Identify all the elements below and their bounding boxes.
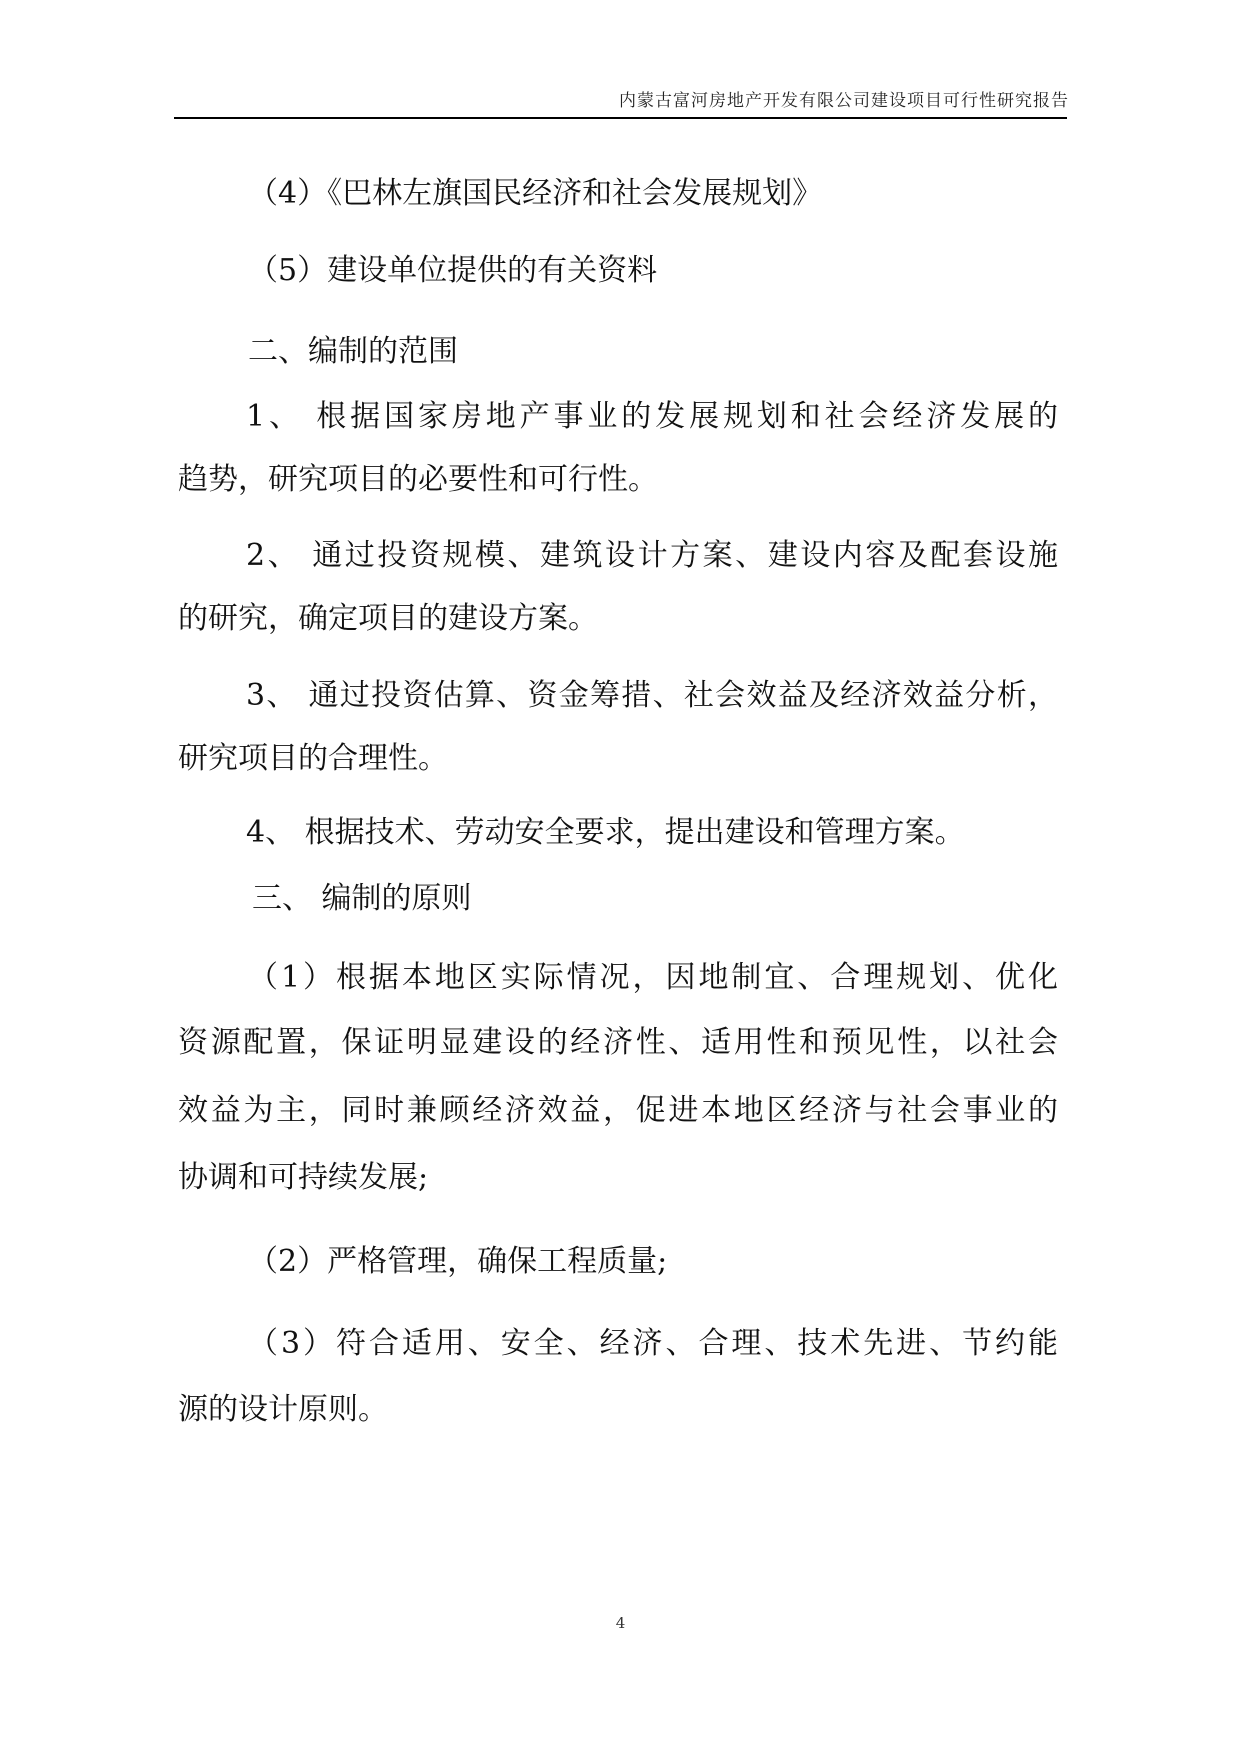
body-line: 的研究，确定项目的建设方案。 <box>178 601 598 636</box>
header-divider <box>174 117 1067 119</box>
running-header: 内蒙古富河房地产开发有限公司建设项目可行性研究报告 <box>619 91 1069 111</box>
body-line: 效益为主，同时兼顾经济效益，促进本地区经济与社会事业的 <box>178 1093 1058 1128</box>
body-line: 研究项目的合理性。 <box>178 741 448 776</box>
body-line: （4）《巴林左旗国民经济和社会发展规划》 <box>248 176 823 211</box>
body-line: 1、 根据国家房地产事业的发展规划和社会经济发展的 <box>246 399 1058 434</box>
body-line: 协调和可持续发展; <box>178 1160 429 1195</box>
page-number: 4 <box>615 1614 626 1632</box>
body-line: （1）根据本地区实际情况，因地制宜、合理规划、优化 <box>248 960 1058 995</box>
section-heading: 三、 编制的原则 <box>252 881 472 916</box>
body-line: 趋势，研究项目的必要性和可行性。 <box>178 462 658 497</box>
body-line: （2）严格管理，确保工程质量; <box>248 1244 668 1279</box>
body-line: 资源配置，保证明显建设的经济性、适用性和预见性，以社会 <box>178 1025 1058 1060</box>
body-line: 4、 根据技术、劳动安全要求，提出建设和管理方案。 <box>246 815 965 850</box>
section-heading: 二、编制的范围 <box>248 334 458 369</box>
body-line: 3、 通过投资估算、资金筹措、社会效益及经济效益分析， <box>246 678 1058 713</box>
body-line: （3）符合适用、安全、经济、合理、技术先进、节约能 <box>248 1326 1058 1361</box>
body-line: 源的设计原则。 <box>178 1392 388 1427</box>
body-line: （5）建设单位提供的有关资料 <box>248 253 658 288</box>
body-line: 2、 通过投资规模、建筑设计方案、建设内容及配套设施 <box>246 538 1058 573</box>
